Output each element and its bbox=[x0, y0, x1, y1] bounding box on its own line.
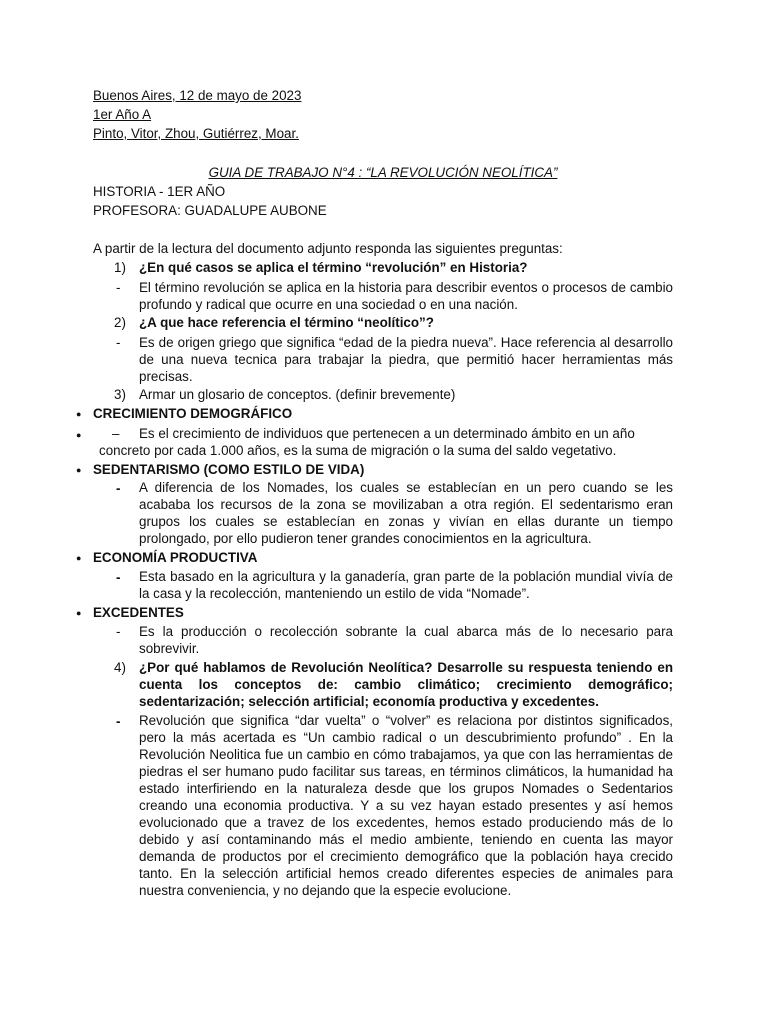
question-4-text: ¿Por qué hablamos de Revolución Neolítica? Desarrolle su respuesta teniendo en cuenta los conceptos de: cambio climático; crecimiento demográfico; sedentarización; selección artificial; economía productiva y excedentes. bbox=[139, 660, 673, 709]
subject-line: HISTORIA - 1ER AÑO bbox=[93, 184, 226, 199]
answer-1-text: El término revolución se aplica en la historia para describir eventos o procesos de cambio profundo y radical que ocurre en una sociedad o en una nación. bbox=[139, 280, 673, 312]
teacher-line: PROFESORA: GUADALUPE AUBONE bbox=[93, 203, 327, 218]
answer-2-text: Es de origen griego que significa “edad de la piedra nueva”. Hace referencia al desarrollo de una nueva tecnica para trabajar la piedra, que permitió hacer herramientas más precisas. bbox=[139, 335, 673, 384]
authors-line: Pinto, Vitor, Zhou, Gutiérrez, Moar. bbox=[93, 126, 299, 141]
glossary-term-sedentarismo: SEDENTARISMO (COMO ESTILO DE VIDA) bbox=[93, 462, 365, 477]
dash-marker: - bbox=[116, 570, 121, 585]
bullet-icon bbox=[76, 603, 81, 622]
question-2-number: 2) bbox=[114, 315, 126, 330]
dash-marker: - bbox=[116, 280, 121, 295]
dash-marker: - bbox=[116, 714, 121, 729]
glossary-definition-economia: Esta basado en la agricultura y la ganadería, gran parte de la población mundial vivía de la casa y la recolección, manteniendo un estilo de vida “Nomade”. bbox=[139, 569, 673, 601]
question-4-number: 4) bbox=[114, 660, 126, 675]
glossary-term-crecimiento: CRECIMIENTO DEMOGRÁFICO bbox=[93, 406, 293, 421]
bullet-icon bbox=[76, 404, 81, 423]
glossary-definition-crecimiento-line1: Es el crecimiento de individuos que pertenecen a un determinado ámbito en un año bbox=[139, 426, 635, 441]
glossary-term-economia: ECONOMÍA PRODUCTIVA bbox=[93, 550, 258, 565]
question-2-text: ¿A que hace referencia el término “neolítico”? bbox=[139, 315, 434, 330]
dash-marker: - bbox=[116, 335, 121, 350]
date-line: Buenos Aires, 12 de mayo de 2023 bbox=[93, 88, 302, 103]
course-line: 1er Año A bbox=[93, 107, 152, 122]
bullet-icon bbox=[76, 548, 81, 567]
glossary-definition-crecimiento-line2: concreto por cada 1.000 años, es la suma de migración o la suma del saldo vegetativo. bbox=[99, 443, 617, 458]
document-title: GUIA DE TRABAJO N°4 : “LA REVOLUCIÓN NEOLÍTICA” bbox=[208, 165, 558, 180]
dash-marker: – bbox=[112, 426, 120, 441]
dash-marker: - bbox=[116, 481, 121, 496]
question-3-text: Armar un glosario de conceptos. (definir brevemente) bbox=[139, 387, 456, 402]
question-1-text: ¿En qué casos se aplica el término “revolución” en Historia? bbox=[139, 260, 528, 275]
glossary-definition-excedentes: Es la producción o recolección sobrante la cual abarca más de lo necesario para sobrevivir. bbox=[139, 624, 673, 656]
glossary-definition-sedentarismo: A diferencia de los Nomades, los cuales se establecían en un pero cuando se les acababa los recursos de la zona se movilizaban a otra región. El sedentarismo eran grupos los cuales se establecían en zonas y vivían en ellas durante un tiempo prolongado, por ello pudieron tener grandes conocimientos en la agricultura. bbox=[139, 480, 673, 546]
question-3-number: 3) bbox=[114, 387, 126, 402]
answer-4-text: Revolución que significa “dar vuelta” o “volver” es relaciona por distintos significados, pero la más acertada es “Un cambio radical o un descubrimiento profundo” . En la Revolución Neolitica fue un cambio en cómo trabajamos, ya que con las herramientas de piedras el ser humano pudo facilitar sus tareas, en términos climáticos, la humanidad ha estado interfiriendo en la naturaleza desde que los grupos Nomades o Sedentarios creando una economia productiva. Y a su vez hayan estado presentes y así hemos evolucionado que a travez de los excedentes, hemos estado produciendo más de lo debido y así contaminando más el medio ambiente, teniendo en cuenta las mayor demanda de productos por el crecimiento demográfico que la población haya crecido tanto. En la selección artificial hemos creado diferentes especies de animales para nuestra conveniencia, y no dejando que la especie evolucione. bbox=[139, 713, 673, 898]
glossary-term-excedentes: EXCEDENTES bbox=[93, 605, 184, 620]
bullet-icon bbox=[76, 425, 81, 444]
intro-text: A partir de la lectura del documento adjunto responda las siguientes preguntas: bbox=[93, 241, 563, 256]
bullet-icon bbox=[76, 460, 81, 479]
dash-marker: - bbox=[116, 624, 121, 639]
question-1-number: 1) bbox=[114, 260, 126, 275]
